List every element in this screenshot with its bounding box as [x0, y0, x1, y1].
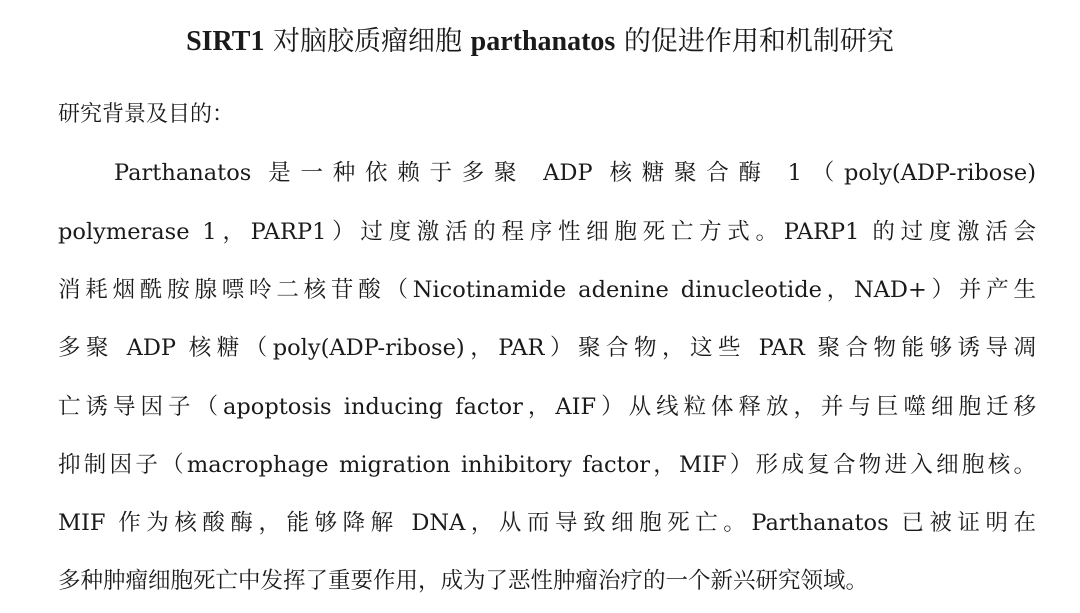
title-text-part2: 的促进作用和机制研究: [615, 26, 894, 57]
title-text-part1: 对脑胶质瘤细胞: [264, 26, 471, 57]
document-title: [0, 22, 1080, 62]
paragraph-line-6: 抑制因子（macrophage migration inhibitory factor，MIF）形成复合物进入细胞核。: [58, 452, 1036, 478]
title-bold-parthanatos: parthanatos: [470, 26, 616, 57]
paragraph-line-3: 消耗烟酰胺腺嘌呤二核苷酸（Nicotinamide adenine dinucleotide，NAD+）并产生: [58, 277, 1036, 303]
paragraph-line-7: MIF 作为核酸酶，能够降解 DNA，从而导致细胞死亡。Parthanatos 已被证明在: [58, 510, 1036, 536]
paragraph-line-5: 亡诱导因子（apoptosis inducing factor，AIF）从线粒体释放，并与巨噬细胞迁移: [58, 394, 1036, 420]
paragraph-line-2: polymerase 1，PARP1）过度激活的程序性细胞死亡方式。PARP1 的过度激活会: [58, 219, 1036, 245]
section-heading: 研究背景及目的：: [58, 102, 235, 127]
paragraph-line-4: 多聚 ADP 核糖（poly(ADP-ribose)，PAR）聚合物，这些 PAR 聚合物能够诱导凋: [58, 335, 1036, 361]
paragraph-line-8: 多种肿瘤细胞死亡中发挥了重要作用，成为了恶性肿瘤治疗的一个新兴研究领域。: [58, 568, 869, 594]
paragraph-line-1: Parthanatos 是一种依赖于多聚 ADP 核糖聚合酶 1（poly(ADP-ribose): [114, 160, 1036, 186]
title-bold-sirt1: SIRT1: [186, 26, 265, 57]
